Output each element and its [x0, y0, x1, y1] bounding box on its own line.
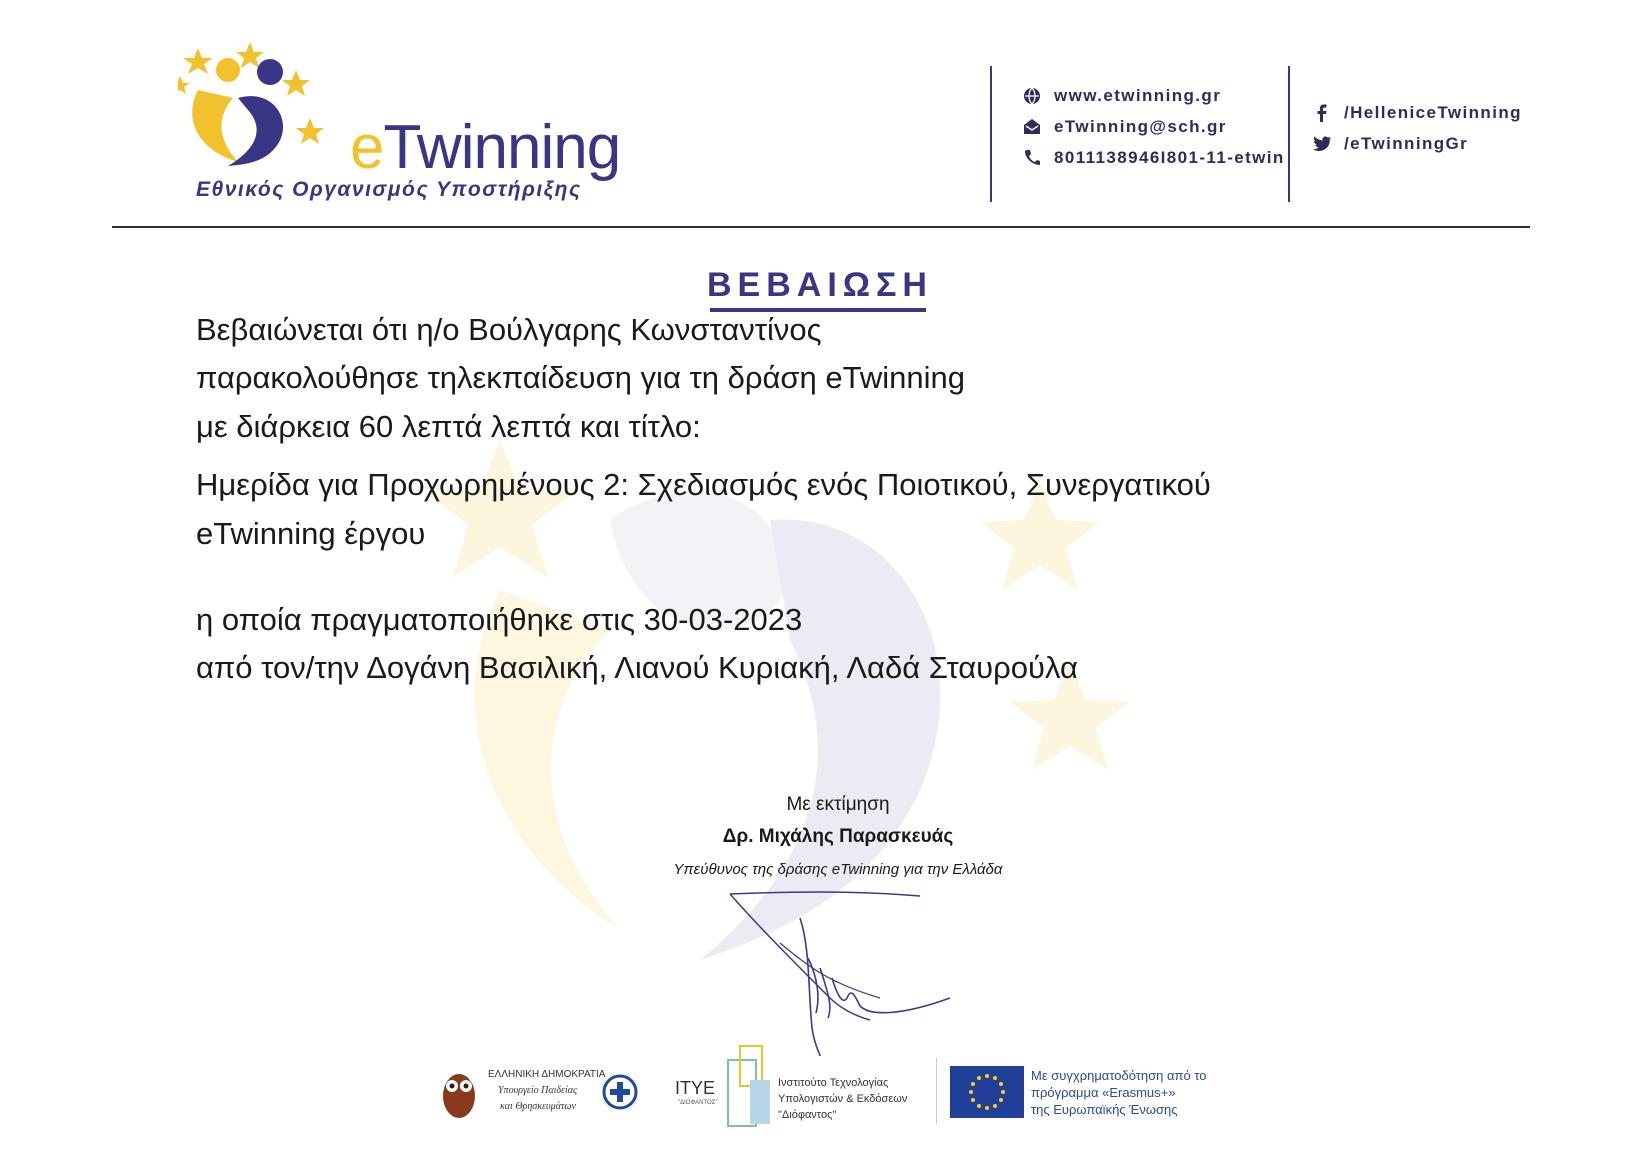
signer-role: Υπεύθυνος της δράσης eTwinning για την Ελλάδα — [673, 861, 1003, 878]
certificate-line: με διάρκεια 60 λεπτά λεπτά και τίτλο: — [196, 409, 701, 444]
globe-icon — [1022, 86, 1042, 106]
phone-link[interactable]: 8011138946I801-11-etwin — [1022, 148, 1285, 168]
certificate-title: ΒΕΒΑΙΩΣΗ — [706, 266, 933, 304]
certificate-line: παρακολούθησε τηλεκπαίδευση για τη δράση eTwinning — [196, 360, 965, 395]
eu-funding-line: Με συγχρηματοδότηση από το — [1031, 1068, 1207, 1083]
date-line: η οποία πραγματοποιήθηκε στις 30-03-2023 — [196, 602, 803, 637]
website-link[interactable]: www.etwinning.gr — [1022, 86, 1221, 106]
phone-icon — [1022, 148, 1042, 168]
eu-flag-icon — [950, 1066, 1024, 1118]
twitter-icon — [1312, 134, 1332, 154]
course-title-line: Ημερίδα για Προχωρημένους 2: Σχεδιασμός ενός Ποιοτικού, Συνεργατικού — [196, 467, 1211, 502]
logo-tagline: Εθνικός Οργανισμός Υποστήριξης — [196, 178, 582, 201]
itye-abbreviation: ΙΤΥΕ — [675, 1078, 716, 1098]
itye-subtitle: "ΔΙΟΦΑΝΤΟΣ" — [678, 1100, 718, 1106]
facebook-icon — [1312, 103, 1332, 123]
eu-funding-line: της Ευρωπαϊκής Ένωσης — [1031, 1102, 1178, 1117]
email-link[interactable]: eTwinning@sch.gr — [1022, 117, 1227, 137]
ministry-republic-text: ΕΛΛΗΝΙΚΗ ΔΗΜΟΚΡΑΤΙΑ — [488, 1069, 606, 1080]
header-divider — [990, 66, 992, 202]
course-title-line: eTwinning έργου — [196, 516, 426, 551]
facebook-link[interactable]: /HelleniceTwinning — [1312, 103, 1522, 123]
mail-icon — [1022, 117, 1042, 137]
itye-name-line: Υπολογιστών & Εκδόσεων — [778, 1093, 908, 1105]
greek-emblem-icon — [602, 1074, 638, 1110]
eu-funding-line: πρόγραμμα «Erasmus+» — [1031, 1085, 1176, 1100]
itye-name-line: "Διόφαντος" — [778, 1109, 837, 1121]
trainers-line: από τον/την Δογάνη Βασιλική, Λιανού Κυριακή, Λαδά Σταυρούλα — [196, 650, 1078, 685]
twitter-link[interactable]: /eTwinningGr — [1312, 134, 1468, 154]
owl-logo-icon — [436, 1064, 482, 1122]
closing-text: Με εκτίμηση — [786, 794, 890, 815]
ministry-name-text: Υπουργείο Παιδείας — [498, 1085, 578, 1096]
footer-divider — [936, 1058, 937, 1124]
certificate-line: Βεβαιώνεται ότι η/ο Βούλγαρης Κωνσταντίνος — [196, 312, 822, 347]
header-rule — [112, 226, 1530, 228]
signer-name: Δρ. Μιχάλης Παρασκευάς — [722, 826, 954, 847]
itye-logo-icon — [724, 1040, 776, 1130]
itye-name-line: Ινστιτούτο Τεχνολογίας — [778, 1077, 889, 1089]
etwinning-wordmark: eTwinning — [350, 113, 621, 182]
ministry-name-text: και Θρησκευμάτων — [500, 1101, 576, 1112]
header-divider — [1288, 66, 1290, 202]
etwinning-logo-icon — [178, 40, 328, 180]
